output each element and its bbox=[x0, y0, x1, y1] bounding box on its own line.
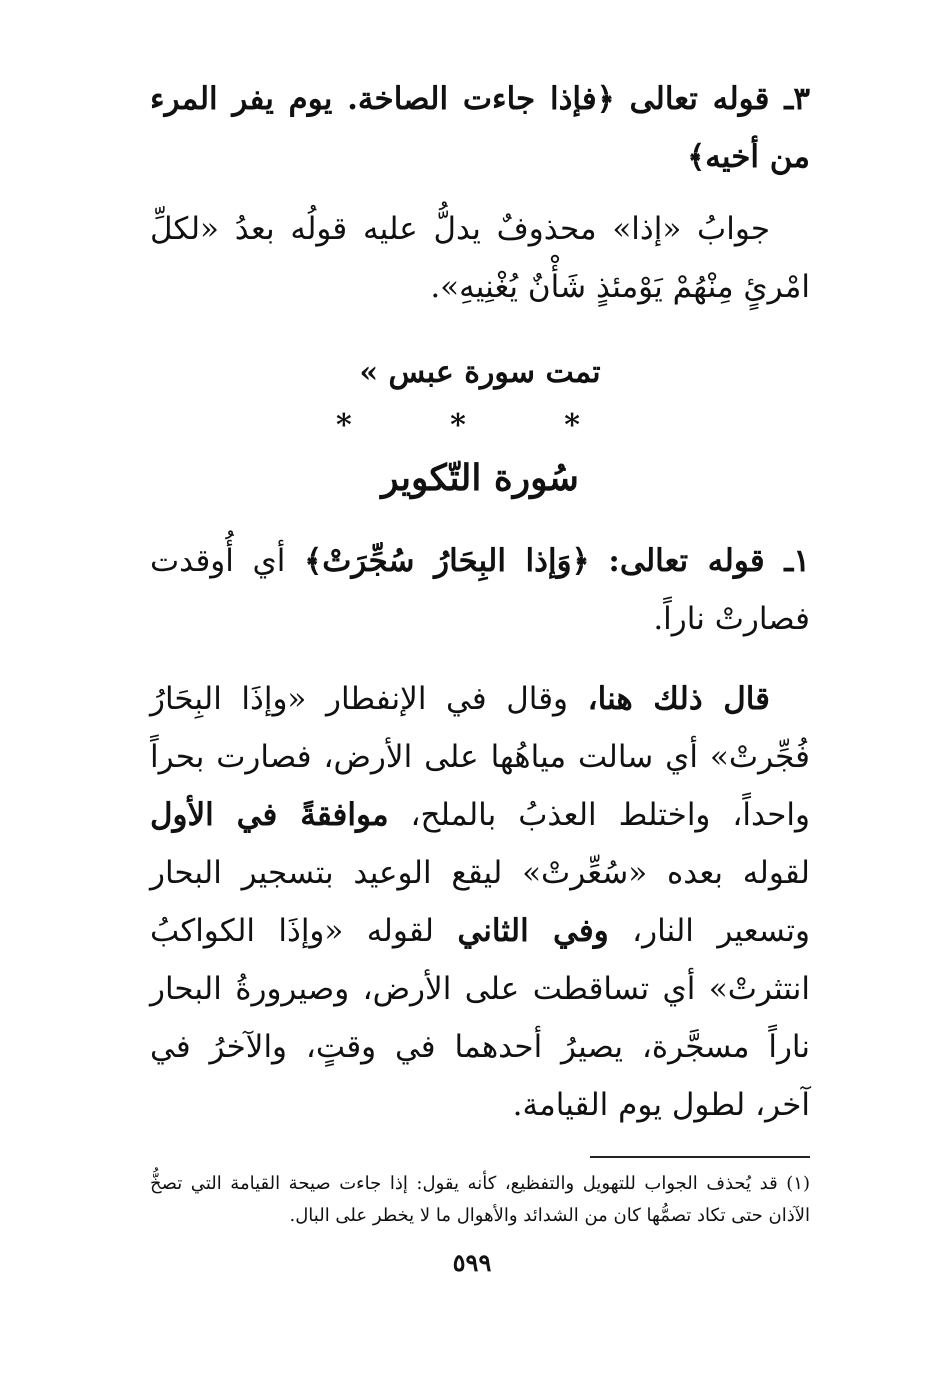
main-paragraph-part3: لقوله «وإذَا الكواكبُ انتثرتْ» أي تساقطت على الأرض، وصيرورةُ البحار ناراً مسجَّرة، يصيرُ أحدهما في وقتٍ، والآخرُ في آخر، لطول يوم القيامة. bbox=[150, 913, 810, 1123]
section-3-verse-line bbox=[150, 70, 810, 186]
section-3-commentary: جوابُ «إذا» محذوفٌ يدلُّ عليه قولُه بعدُ «لكلِّ امْرئٍ مِنْهُمْ يَوْمئذٍ شَأْنٌ يُغْنِيهِ». bbox=[150, 211, 810, 305]
main-paragraph-part1: وقال في الإنفطار «وإذَا البِحَارُ فُجِّرتْ» أي سالت مياهُها على الأرض، فصارت بحراً واحداً، واختلط العذبُ بالملح، bbox=[150, 681, 810, 833]
main-paragraph bbox=[150, 670, 810, 1134]
section-1-verse: ﴿وَإذا البِحَارُ سُجِّرَتْ﴾ bbox=[304, 543, 590, 579]
footnote: (١) قد يُحذف الجواب للتهويل والتفظيع، كأنه يقول: إذا جاءت صيحة القيامة التي تصخُّ الآذان حتى تكاد تصمُّها كان من الشدائد والأهوال ما لا يخطر على البال. bbox=[150, 1173, 810, 1226]
surah-end-note: تمت سورة عبس » bbox=[359, 355, 601, 390]
separator-stars: * * * bbox=[336, 408, 624, 443]
footnote-divider bbox=[590, 1156, 810, 1158]
section-1-line bbox=[150, 532, 810, 648]
main-paragraph-bold2: موافقةً في الأول bbox=[150, 797, 389, 833]
surah-title: سُورة التّكوير bbox=[381, 457, 579, 499]
section-1-gloss: أي أُوقدت فصارتْ ناراً. bbox=[150, 543, 810, 637]
page-number: ٥٩٩ bbox=[452, 1248, 492, 1277]
main-paragraph-part2: لقوله بعده «سُعِّرتْ» ليقع الوعيد بتسجير البحار وتسعير النار، bbox=[150, 855, 810, 949]
page-body bbox=[150, 70, 810, 1330]
section-3-heading: ٣ـ قوله تعالى bbox=[629, 81, 810, 117]
main-paragraph-bold3: وفي الثاني bbox=[457, 913, 609, 949]
section-3-verse: ﴿فإذا جاءت الصاخة. يوم يفر المرء من أخيه﴾ bbox=[150, 81, 810, 175]
main-paragraph-lead: قال ذلك هنا، bbox=[587, 681, 770, 717]
section-1-heading: ١ـ قوله تعالى: bbox=[608, 543, 811, 579]
